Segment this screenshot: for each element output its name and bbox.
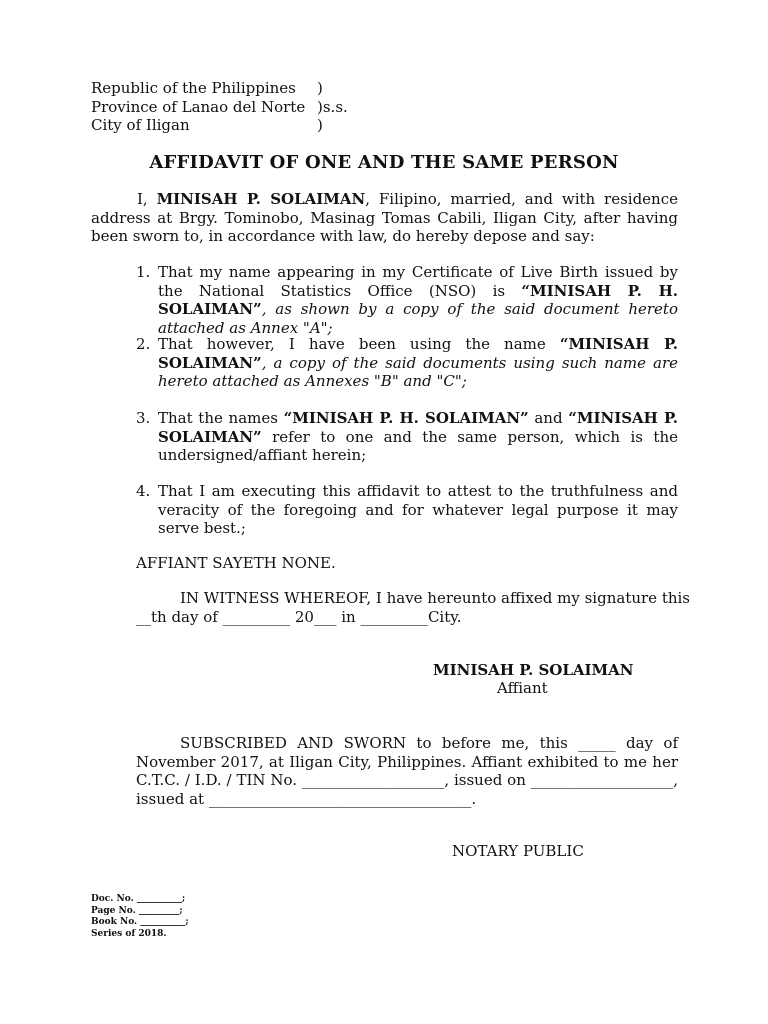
statement-item-2 — [136, 335, 678, 391]
witness-line-1: IN WITNESS WHEREOF, I have hereunto affixed my signature this — [180, 589, 690, 607]
item-bold-name: “MINISAH P. H. SOLAIMAN” — [158, 281, 678, 318]
item-text: That however, I have been using the name — [158, 335, 560, 353]
venue-country: Republic of the Philippines — [91, 79, 296, 97]
signature-role: Affiant — [497, 679, 548, 697]
item-text: and — [528, 409, 569, 427]
venue-city: City of Iligan — [91, 116, 190, 134]
item-body — [158, 263, 678, 337]
book-number: Book No. __________; — [91, 917, 189, 927]
venue-block — [91, 79, 348, 135]
item-italic-text: , as shown by a copy of the said document hereto attached as Annex "A"; — [158, 300, 678, 337]
item-body — [158, 482, 678, 538]
intro-post: , Filipino, married, and with residence address at Brgy. Tominobo, Masinag Tomas Cabili, Iligan City, after having been sworn to, in accordance with law, do hereby depose and say: — [91, 190, 678, 245]
venue-province: Province of Lanao del Norte — [91, 97, 306, 116]
statement-item-4 — [136, 482, 678, 538]
venue-row — [91, 98, 348, 117]
item-number: 3. — [136, 409, 151, 427]
intro-pre: I, — [137, 190, 157, 208]
item-text: refer to one and the same person, which is the undersigned/affiant herein; — [158, 427, 678, 464]
intro-paragraph — [91, 190, 678, 246]
document-metadata — [91, 894, 189, 940]
affiant-name: MINISAH P. SOLAIMAN — [156, 190, 366, 208]
item-text: That the names — [158, 409, 284, 427]
document-title: AFFIDAVIT OF ONE AND THE SAME PERSON — [149, 152, 619, 173]
venue-row — [91, 116, 348, 135]
affiant-sayeth-none: AFFIANT SAYETH NONE. — [136, 554, 336, 572]
series-year: Series of 2018. — [91, 928, 167, 939]
signature-name: MINISAH P. SOLAIMAN — [433, 661, 634, 679]
item-number: 2. — [136, 335, 151, 353]
item-body — [158, 335, 678, 391]
item-italic-text: , a copy of the said documents using such name are hereto attached as Annexes "B" and "C"; — [158, 353, 678, 390]
item-text: That my name appearing in my Certificate of Live Birth issued by the National Statistics Office (NSO) is — [158, 263, 678, 300]
statement-item-3 — [136, 409, 678, 465]
doc-number: Doc. No. __________; — [91, 894, 186, 904]
item-body — [158, 409, 678, 465]
venue-ss-bracket: )s.s. — [317, 97, 348, 116]
item-number: 4. — [136, 482, 151, 500]
venue-row — [91, 79, 348, 98]
item-bold-name: “MINISAH P. SOLAIMAN” — [158, 335, 678, 372]
item-bold-name: “MINISAH P. H. SOLAIMAN” — [283, 409, 529, 427]
jurat-paragraph: SUBSCRIBED AND SWORN to before me, this _____ day of November 2017, at Iligan City, Philippines. Affiant exhibited to me her C.T.C. / I.D. / TIN No. ___________________, issued on ___________________, issued at ___________________________________. — [136, 734, 678, 808]
witness-line-2: __th day of _________ 20___ in _________City. — [136, 608, 462, 626]
notary-public-label: NOTARY PUBLIC — [452, 842, 584, 860]
page-number: Page No. _________; — [91, 905, 183, 916]
venue-bracket: ) — [317, 79, 323, 97]
statement-item-1 — [136, 263, 678, 337]
item-number: 1. — [136, 263, 151, 281]
item-text: That I am executing this affidavit to attest to the truthfulness and veracity of the foregoing and for whatever legal purpose it may serve best.; — [158, 482, 678, 537]
venue-bracket: ) — [317, 116, 323, 134]
item-bold-name: “MINISAH P. SOLAIMAN” — [158, 409, 678, 446]
